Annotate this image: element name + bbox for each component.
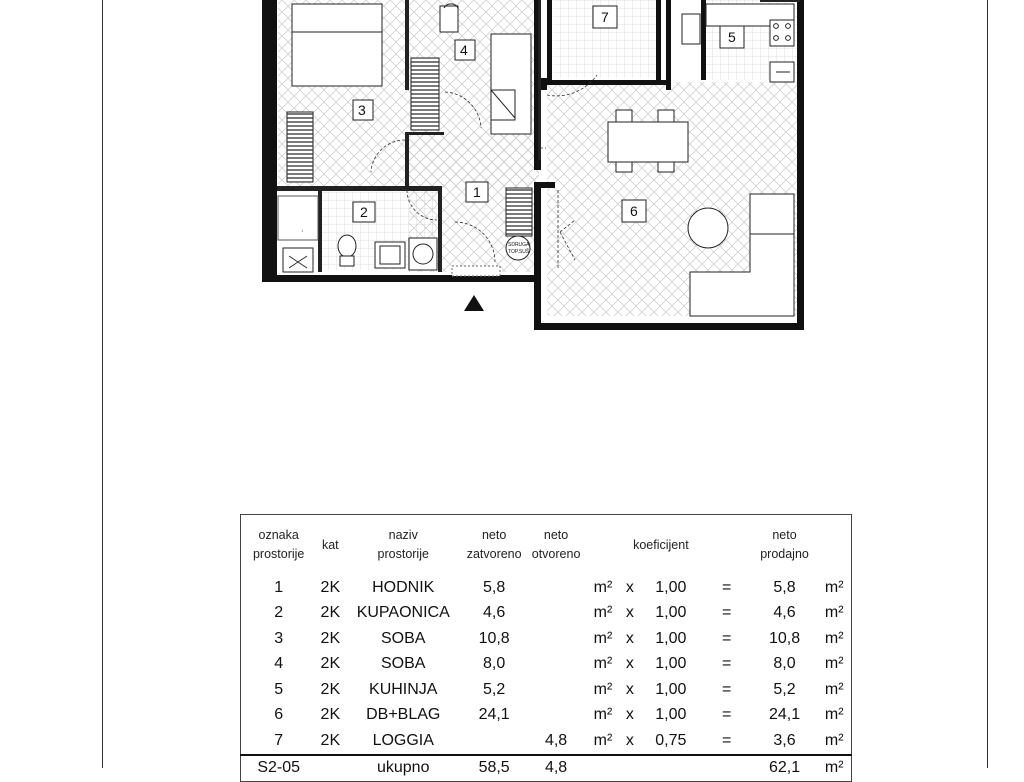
header-oznaka: oznaka prostorije <box>252 528 305 561</box>
summary-zatvoreno: 58,5 <box>462 755 526 782</box>
cell-kat: 2K <box>320 731 341 749</box>
header-spacer-2 <box>702 515 752 576</box>
cell-oznaka: 2 <box>274 604 284 622</box>
entrance-arrow-icon <box>464 295 484 311</box>
cell-eq: = <box>722 706 732 724</box>
cell-prodajno: 10,8 <box>768 629 801 647</box>
area-table <box>240 514 852 782</box>
header-spacer-1 <box>586 515 620 576</box>
boiler-label-1: SDRUGA <box>508 242 530 248</box>
summary-eq <box>702 755 752 782</box>
summary-oznaka: S2-05 <box>241 755 317 782</box>
cell-oznaka: 7 <box>274 731 284 749</box>
cell-prodajno: 8,0 <box>773 655 796 673</box>
cell-koef: 1,00 <box>655 655 687 673</box>
cell-x: x <box>625 629 634 647</box>
radiator-room3 <box>287 112 313 182</box>
bed <box>292 4 382 86</box>
summary-naziv: ukupno <box>344 755 462 782</box>
cell-prodajno: 4,6 <box>773 604 796 622</box>
cell-koef: 1,00 <box>655 604 687 622</box>
coffee-table <box>688 208 728 248</box>
summary-unit <box>586 755 620 782</box>
room-label-1: 1 <box>473 184 481 200</box>
room-label-6: 6 <box>630 203 638 219</box>
summary-kat <box>316 755 344 782</box>
cell-otvoreno <box>526 652 586 678</box>
table-row <box>241 575 852 601</box>
cell-otvoreno <box>526 626 586 652</box>
cell-naziv: LOGGIA <box>372 731 434 749</box>
cell-kat: 2K <box>320 604 341 622</box>
cell-naziv: SOBA <box>381 655 426 673</box>
cell-prodajno: 24,1 <box>768 706 801 724</box>
summary-unit2: m² <box>817 755 851 782</box>
summary-x <box>620 755 640 782</box>
cell-eq: = <box>722 655 732 673</box>
cell-unit: m² <box>593 655 613 673</box>
chair-room4 <box>440 4 458 32</box>
room-label-2: 2 <box>360 204 368 220</box>
cell-zatvoreno: 8,0 <box>483 655 506 673</box>
cell-prodajno: 5,2 <box>773 680 796 698</box>
cell-otvoreno <box>526 703 586 729</box>
cell-zatvoreno <box>462 728 526 755</box>
floor-plan <box>0 0 1024 340</box>
cell-unit2: m² <box>824 706 844 724</box>
cell-eq: = <box>722 680 732 698</box>
cell-unit: m² <box>593 629 613 647</box>
cell-unit2: m² <box>824 604 844 622</box>
cell-oznaka: 1 <box>274 578 284 596</box>
radiator-hall <box>506 188 532 236</box>
cell-naziv: SOBA <box>381 629 426 647</box>
cell-unit: m² <box>593 731 613 749</box>
header-spacer-3 <box>817 515 851 576</box>
cell-zatvoreno: 5,8 <box>483 578 506 596</box>
header-kat: kat <box>321 537 339 552</box>
cell-unit2: m² <box>824 655 844 673</box>
cell-x: x <box>625 680 634 698</box>
cell-otvoreno: 4,8 <box>544 731 568 749</box>
room-label-5: 5 <box>728 29 736 45</box>
cell-zatvoreno: 24,1 <box>478 706 510 724</box>
cell-otvoreno <box>526 601 586 627</box>
cell-x: x <box>625 604 634 622</box>
cell-kat: 2K <box>320 706 341 724</box>
cell-unit: m² <box>593 680 613 698</box>
cell-x: x <box>625 578 634 596</box>
cell-unit2: m² <box>824 629 844 647</box>
header-neto-zatvoreno: neto zatvoreno <box>466 528 522 561</box>
boiler-label-2: TOP.SUŠ <box>508 249 530 255</box>
header-koeficijent: koeficijent <box>633 537 689 552</box>
cell-unit2: m² <box>824 731 844 749</box>
cell-unit2: m² <box>824 578 844 596</box>
cell-koef: 0,75 <box>655 731 687 749</box>
summary-row <box>241 755 852 782</box>
cell-x: x <box>625 731 634 749</box>
cell-koef: 1,00 <box>655 706 687 724</box>
summary-prodajno: 62,1 <box>752 755 818 782</box>
summary-koef <box>640 755 702 782</box>
room-label-7: 7 <box>601 9 609 25</box>
cell-kat: 2K <box>320 578 341 596</box>
cell-unit: m² <box>593 578 613 596</box>
cell-naziv: DB+BLAG <box>366 706 441 724</box>
entrance-threshold <box>452 266 500 276</box>
cell-kat: 2K <box>320 629 341 647</box>
cell-naziv: HODNIK <box>372 578 435 596</box>
table-row <box>241 677 852 703</box>
cell-unit2: m² <box>824 680 844 698</box>
table-row <box>241 652 852 678</box>
cell-prodajno: 3,6 <box>773 731 796 749</box>
cell-eq: = <box>722 629 732 647</box>
boiler <box>506 236 530 260</box>
cell-unit: m² <box>593 604 613 622</box>
cell-otvoreno <box>526 677 586 703</box>
header-neto-prodajno: neto prodajno <box>760 528 809 561</box>
cell-x: x <box>625 706 634 724</box>
table-row <box>241 626 852 652</box>
cell-oznaka: 6 <box>274 706 284 724</box>
room-label-3: 3 <box>358 102 366 118</box>
wardrobe <box>491 34 531 134</box>
table-header <box>241 515 852 576</box>
table-row <box>241 601 852 627</box>
cell-naziv: KUHINJA <box>369 680 438 698</box>
cell-oznaka: 3 <box>274 629 284 647</box>
shower-arrow: ↓ <box>301 228 304 234</box>
cell-eq: = <box>722 604 732 622</box>
table-row <box>241 728 852 755</box>
cell-oznaka: 4 <box>274 655 284 673</box>
cell-koef: 1,00 <box>655 629 687 647</box>
summary-otvoreno: 4,8 <box>526 755 586 782</box>
cell-koef: 1,00 <box>655 680 687 698</box>
radiator-room4 <box>411 58 439 130</box>
cell-prodajno: 5,8 <box>773 578 796 596</box>
cell-eq: = <box>722 578 732 596</box>
cell-x: x <box>625 655 634 673</box>
cell-otvoreno <box>526 575 586 601</box>
room-label-4: 4 <box>460 42 468 58</box>
cell-zatvoreno: 4,6 <box>483 604 506 622</box>
cell-koef: 1,00 <box>655 578 687 596</box>
cell-eq: = <box>722 731 732 749</box>
cell-oznaka: 5 <box>274 680 284 698</box>
cell-zatvoreno: 5,2 <box>483 680 506 698</box>
cell-zatvoreno: 10,8 <box>478 629 510 647</box>
cell-kat: 2K <box>320 680 341 698</box>
header-naziv: naziv prostorije <box>377 528 429 561</box>
table-row <box>241 703 852 729</box>
header-neto-otvoreno: neto otvoreno <box>531 528 581 561</box>
cell-unit: m² <box>593 706 613 724</box>
cell-naziv: KUPAONICA <box>356 604 450 622</box>
cell-kat: 2K <box>320 655 341 673</box>
